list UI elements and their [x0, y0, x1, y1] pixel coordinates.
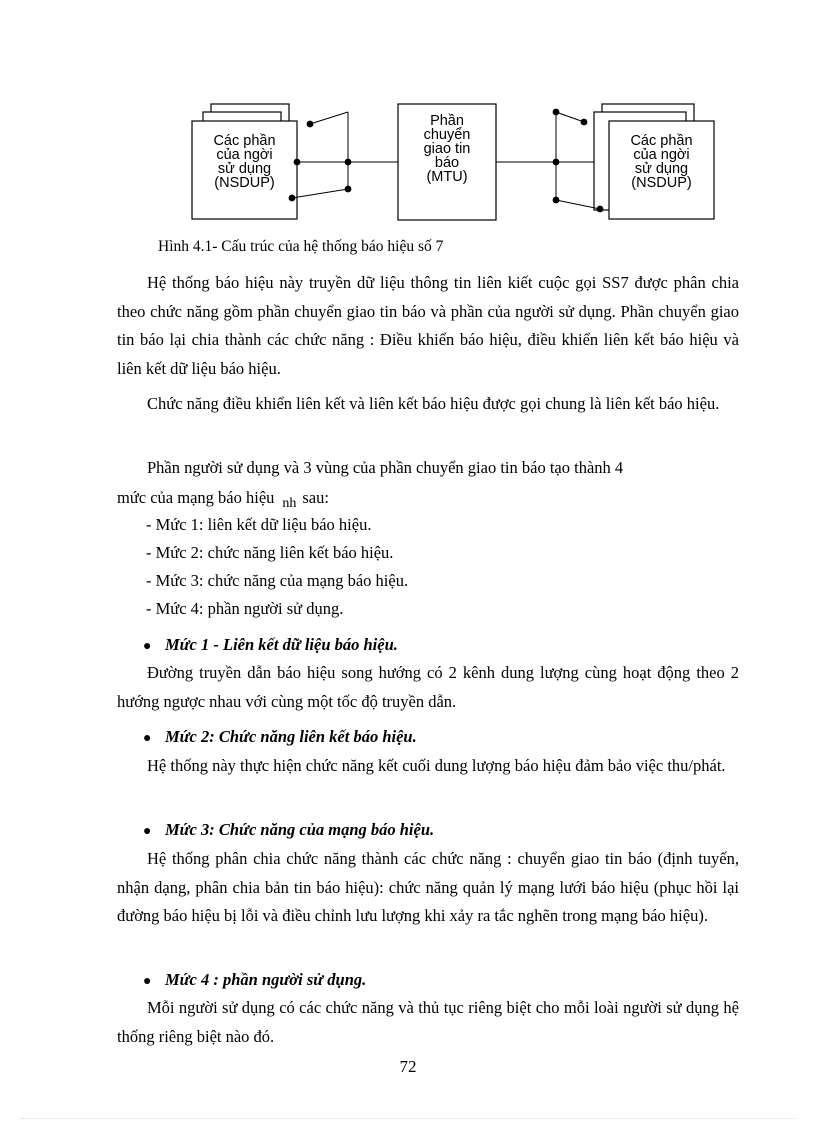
- bullet-icon: ●: [143, 974, 152, 989]
- paragraph-intro-text: Hệ thống báo hiệu này truyền dữ liệu thông tin liên kiết cuộc gọi SS7 được phân chia theo chức năng gồm phần chuyển giao tin báo và phần của người sử dụng. Phần chuyển giao tin báo lại chia thành các chức năng : Điều khiển báo hiệu, điều khiển liên kết báo hiệu và liên kết dữ liệu báo hiệu.: [117, 273, 739, 378]
- center-box-line: Phần: [430, 113, 464, 129]
- paragraph-levels-intro-line1: Phần người sử dụng và 3 vùng của phần chuyển giao tin báo tạo thành 4: [147, 458, 624, 477]
- center-box-line: báo: [434, 155, 460, 171]
- section-body-level-3: [117, 845, 739, 931]
- left-box-line: sử dụng: [217, 161, 272, 177]
- center-box-line: (MTU): [426, 169, 468, 185]
- paragraph-levels-intro-line2: [117, 488, 329, 511]
- section-body-level-1: [117, 659, 739, 716]
- bullet-icon: ●: [143, 731, 152, 746]
- section-heading-text: Mức 4 : phần người sử dụng.: [165, 970, 367, 989]
- level-list-item: - Mức 4: phần người sử dụng.: [146, 599, 344, 618]
- right-box-line: của ngời: [633, 147, 690, 163]
- section-body-text: Đường truyền dẫn báo hiệu song hướng có 2 kênh dung lượng cùng hoạt động theo 2 hướng ngược nhau với cùng một tốc độ truyền dẫn.: [117, 663, 739, 711]
- left-box-label: [192, 134, 297, 190]
- section-heading-level-1: [143, 635, 398, 655]
- levels-intro-suffix: sau:: [302, 488, 329, 507]
- right-box-line: Các phần: [630, 133, 693, 149]
- bullet-icon: ●: [143, 639, 152, 654]
- section-body-level-2: [117, 752, 739, 781]
- section-heading-text: Mức 2: Chức năng liên kết báo hiệu.: [165, 727, 417, 746]
- level-list-item: - Mức 2: chức năng liên kết báo hiệu.: [146, 543, 394, 562]
- left-box-line: Các phần: [213, 133, 276, 149]
- section-heading-text: Mức 1 - Liên kết dữ liệu báo hiệu.: [165, 635, 398, 654]
- section-body-text: Hệ thống phân chia chức năng thành các chức năng : chuyển giao tin báo (định tuyến, nhận dạng, phân chia bản tin báo hiệu): chức năng quản lý mạng lưới báo hiệu (phục hồi lại đường báo hiệu bị lỗi và điều chỉnh lưu lượng khi xảy ra tắc nghẽn trong mạng báo hiệu).: [117, 849, 739, 925]
- ss7-structure-diagram: [180, 92, 740, 232]
- page-bottom-rule: [20, 1118, 796, 1119]
- left-box-line: của ngời: [216, 147, 273, 163]
- page-number: 72: [399, 1057, 417, 1076]
- center-box-line: giao tin: [423, 141, 471, 157]
- section-heading-text: Mức 3: Chức năng của mạng báo hiệu.: [165, 820, 435, 839]
- levels-intro-note: nh: [282, 496, 297, 511]
- section-heading-level-2: [143, 727, 417, 747]
- paragraph-signaling-link-text: Chức năng điều khiển liên kết và liên kết báo hiệu được gọi chung là liên kết báo hiệu.: [147, 394, 720, 413]
- right-box-line: sử dụng: [634, 161, 689, 177]
- level-list-item: - Mức 1: liên kết dữ liệu báo hiệu.: [146, 515, 372, 534]
- paragraph-signaling-link: [117, 390, 739, 419]
- section-body-text: Hệ thống này thực hiện chức năng kết cuối dung lượng báo hiệu đảm bảo việc thu/phát.: [147, 756, 726, 775]
- center-box-label: [398, 114, 496, 184]
- paragraph-intro: [117, 269, 739, 383]
- right-box-line: (NSDUP): [631, 175, 692, 191]
- figure-caption: Hình 4.1- Cấu trúc của hệ thống báo hiệu số 7: [158, 238, 444, 255]
- section-body-level-4: [117, 994, 739, 1051]
- right-box-label: [609, 134, 714, 190]
- bullet-icon: ●: [143, 824, 152, 839]
- level-list-item: - Mức 3: chức năng của mạng báo hiệu.: [146, 571, 409, 590]
- levels-intro-text: mức của mạng báo hiệu: [117, 488, 275, 507]
- center-box-line: chuyển: [423, 127, 471, 143]
- section-heading-level-3: [143, 820, 434, 840]
- left-box-line: (NSDUP): [214, 175, 275, 191]
- section-body-text: Mỗi người sử dụng có các chức năng và thủ tục riêng biệt cho mỗi loài người sử dụng hệ thống riêng biệt nào đó.: [117, 998, 739, 1046]
- section-heading-level-4: [143, 970, 366, 990]
- paragraph-levels-intro: [117, 454, 739, 483]
